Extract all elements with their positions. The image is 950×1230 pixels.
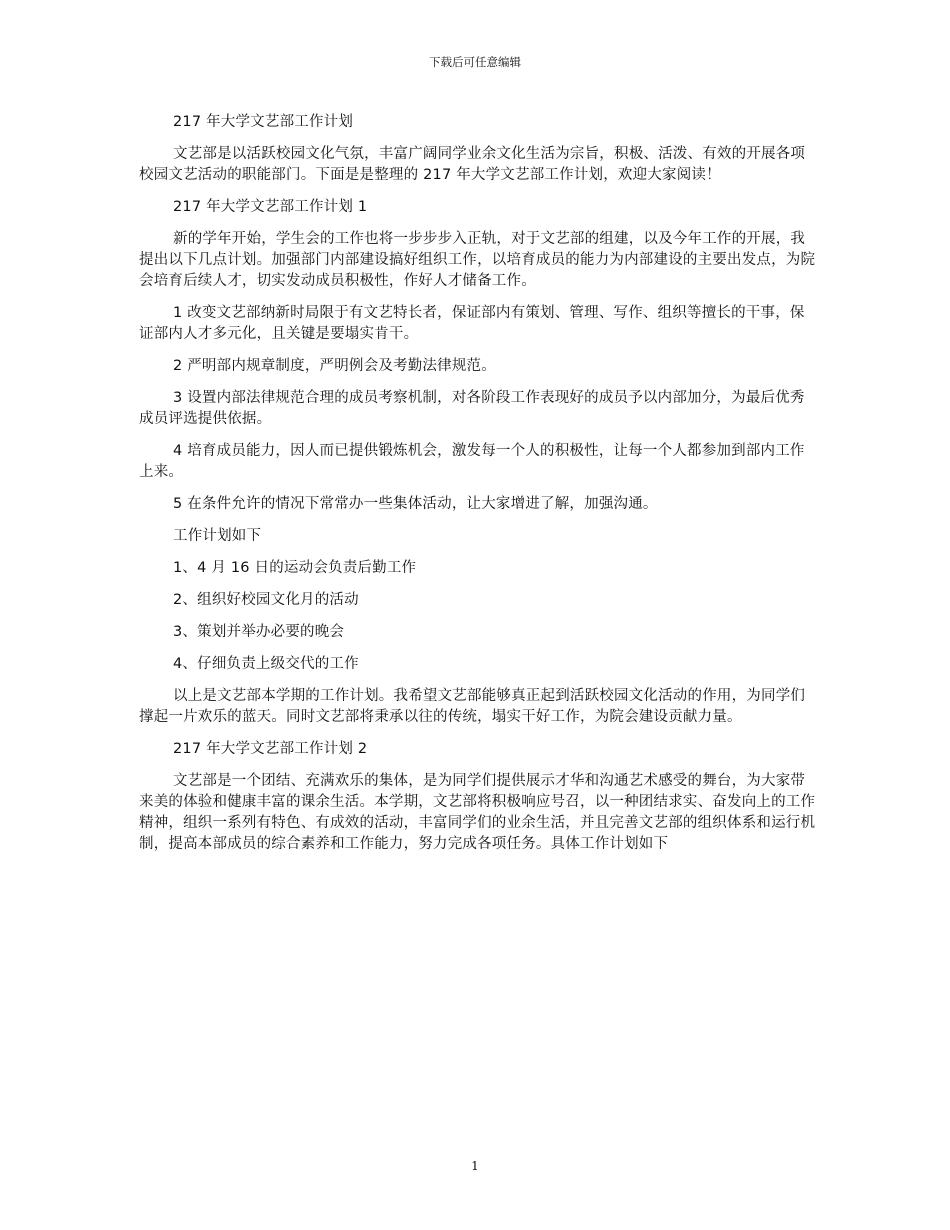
list-item: 3 设置内部法律规范合理的成员考察机制，对各阶段工作表现好的成员予以内部加分，为最后优秀成员评选提供依据。 [139, 390, 805, 427]
page-header: 下载后可任意编辑 [429, 55, 521, 69]
paragraph: 新的学年开始，学生会的工作也将一步步步入正轨，对于文艺部的组建，以及今年工作的开展，我提出以下几点计划。加强部门内部建设搞好组织工作，以培育成员的能力为内部建设的主要出发点，为院会培育后续人才，切实发动成员积极性，作好人才储备工作。 [139, 231, 816, 289]
list-item: 5 在条件允许的情况下常常办一些集体活动，让大家增进了解，加强沟通。 [173, 496, 658, 512]
section-heading-plan-2: 217 年大学文艺部工作计划 2 [173, 741, 368, 757]
paragraph: 文艺部是一个团结、充满欢乐的集体，是为同学们提供展示才华和沟通艺术感受的舞台，为大家带来美的体验和健康丰富的课余生活。本学期，文艺部将积极响应号召，以一种团结求实、奋发向上的工作精神，组织一系列有特色、有成效的活动，丰富同学们的业余生活，并且完善文艺部的组织体系和运行机制，提高本部成员的综合素养和工作能力，努力完成各项任务。具体工作计划如下 [139, 773, 816, 852]
document-body [139, 112, 819, 866]
section-heading-plan-1: 217 年大学文艺部工作计划 1 [173, 199, 368, 215]
subheading-work-plan: 工作计划如下 [173, 528, 262, 544]
list-item: 2、组织好校园文化月的活动 [173, 592, 359, 608]
list-item: 4、仔细负责上级交代的工作 [173, 656, 359, 672]
paragraph: 以上是文艺部本学期的工作计划。我希望文艺部能够真正起到活跃校园文化活动的作用，为同学们撑起一片欢乐的蓝天。同时文艺部将秉承以往的传统，塌实干好工作，为院会建设贡献力量。 [139, 688, 806, 725]
list-item: 3、策划并举办必要的晚会 [173, 624, 345, 640]
list-item: 4 培育成员能力，因人而已提供锻炼机会，激发每一个人的积极性，让每一个人都参加到部内工作上来。 [139, 443, 805, 480]
doc-title: 217 年大学文艺部工作计划 [173, 114, 354, 130]
intro-paragraph: 文艺部是以活跃校园文化气氛，丰富广阔同学业余文化生活为宗旨，积极、活泼、有效的开展各项校园文艺活动的职能部门。下面是是整理的 217 年大学文艺部工作计划，欢迎大家阅读！ [139, 146, 806, 183]
list-item: 2 严明部内规章制度，严明例会及考勤法律规范。 [173, 358, 496, 374]
list-item: 1 改变文艺部纳新时局限于有文艺特长者，保证部内有策划、管理、写作、组织等擅长的干事，保证部内人才多元化，且关键是要塌实肯干。 [139, 305, 805, 342]
page-number: 1 [471, 1159, 479, 1173]
list-item: 1、4 月 16 日的运动会负责后勤工作 [173, 560, 417, 576]
